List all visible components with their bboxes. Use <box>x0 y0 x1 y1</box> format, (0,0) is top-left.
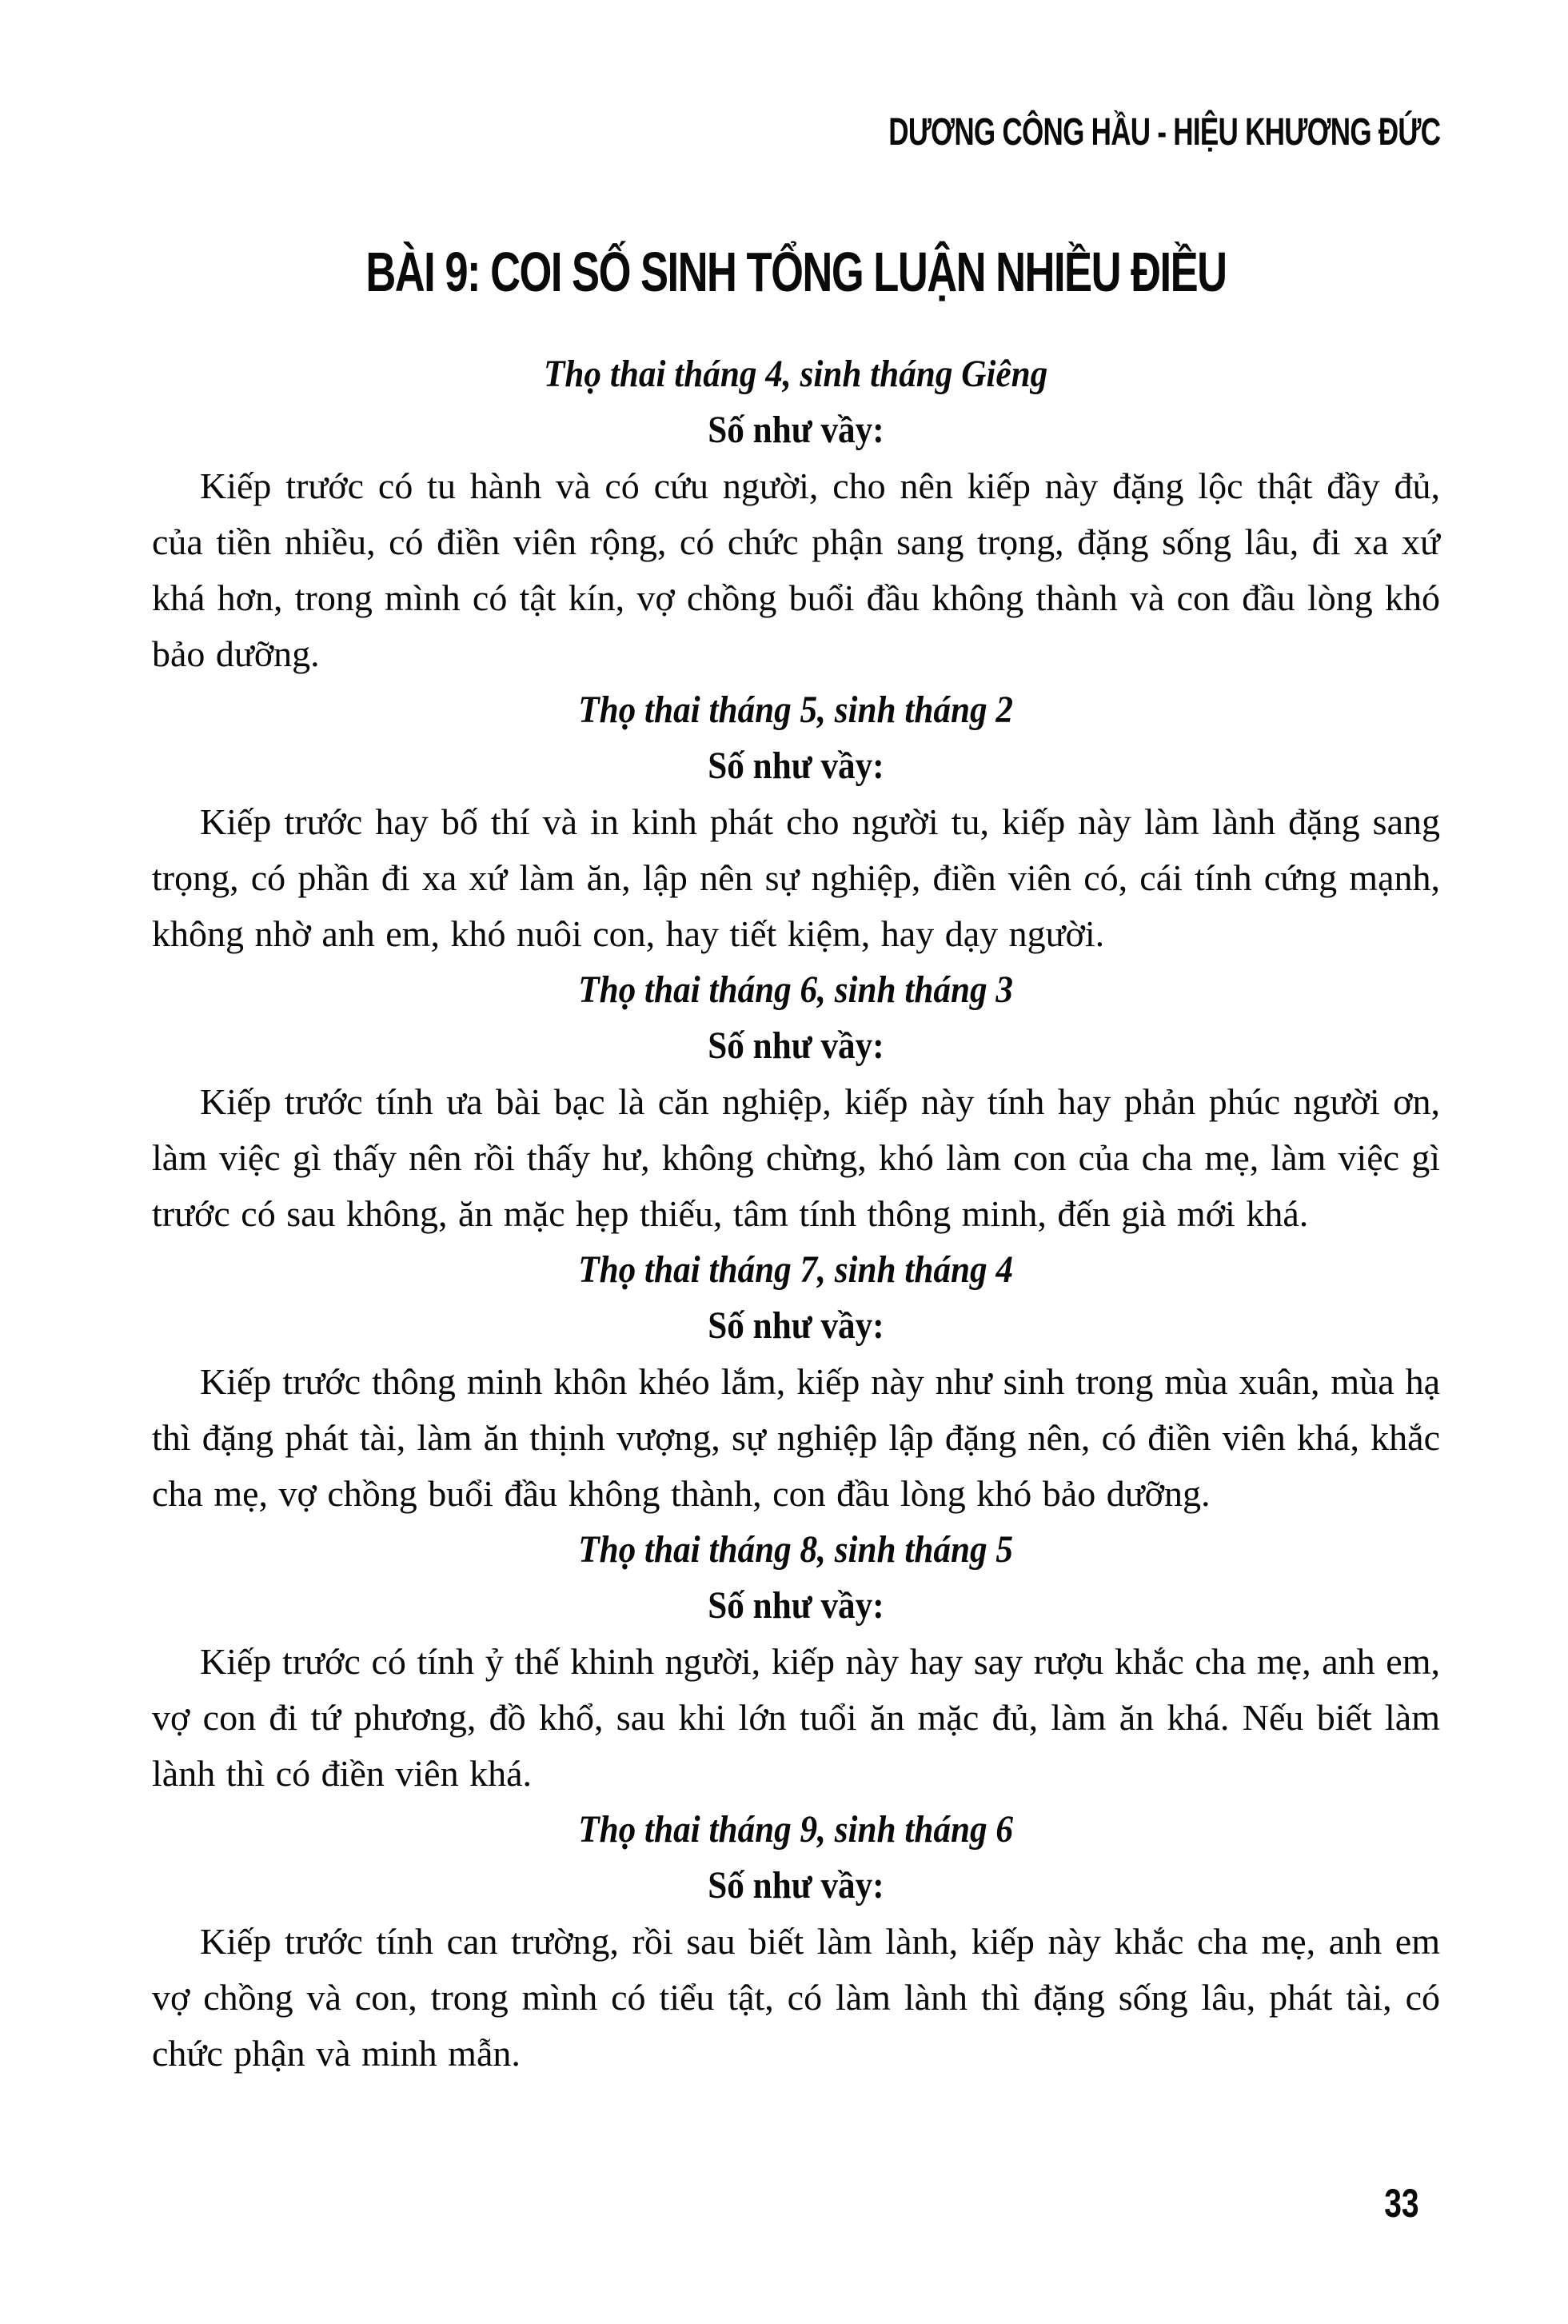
page-number: 33 <box>1384 2181 1419 2226</box>
section-heading <box>152 1242 1440 1298</box>
section-paragraph: Kiếp trước tính ưa bài bạc là căn nghiệp, kiếp này tính hay phản phúc người ơn, làm việc gì thấy nên rồi thấy hư, không chừng, khó làm con của cha mẹ, làm việc gì trước có sau không, ăn mặc hẹp thiếu, tâm tính thông minh, đến già mới khá. <box>152 1081 1440 1234</box>
page-title-text: BÀI 9: COI SỐ SINH TỔNG LUẬN NHIỀU ĐIỀU <box>365 241 1227 303</box>
section-heading-text: Thọ thai tháng 6, sinh tháng 3 <box>578 968 1014 1011</box>
section-subheading <box>152 402 1440 458</box>
section-month-4 <box>152 346 1440 682</box>
section-heading <box>152 1802 1440 1858</box>
section-paragraph: Kiếp trước có tính ỷ thế khinh người, kiếp này hay say rượu khắc cha mẹ, anh em, vợ con đi tứ phương, đồ khổ, sau khi lớn tuổi ăn mặc đủ, làm ăn khá. Nếu biết làm lành thì có điền viên khá. <box>152 1641 1440 1794</box>
section-subheading-text: Số như vầy: <box>708 409 884 451</box>
section-heading-text: Thọ thai tháng 9, sinh tháng 6 <box>578 1808 1014 1851</box>
page-content <box>152 346 1440 2082</box>
section-subheading <box>152 1018 1440 1074</box>
section-heading <box>152 346 1440 402</box>
section-subheading <box>152 738 1440 794</box>
section-heading <box>152 1522 1440 1578</box>
section-heading-text: Thọ thai tháng 8, sinh tháng 5 <box>578 1528 1014 1571</box>
section-subheading-text: Số như vầy: <box>708 1584 884 1627</box>
section-heading <box>152 962 1440 1018</box>
section-month-9 <box>152 1802 1440 2082</box>
section-subheading-text: Số như vầy: <box>708 1304 884 1347</box>
section-paragraph: Kiếp trước hay bố thí và in kinh phát cho người tu, kiếp này làm lành đặng sang trọng, có phần đi xa xứ làm ăn, lập nên sự nghiệp, điền viên có, cái tính cứng mạnh, không nhờ anh em, khó nuôi con, hay tiết kiệm, hay dạy người. <box>152 801 1440 954</box>
section-heading-text: Thọ thai tháng 5, sinh tháng 2 <box>578 689 1014 731</box>
running-header-text: DƯƠNG CÔNG HẦU - HIỆU KHƯƠNG ĐỨC <box>888 111 1440 154</box>
section-subheading-text: Số như vầy: <box>708 1864 884 1907</box>
section-paragraph: Kiếp trước có tu hành và có cứu người, cho nên kiếp này đặng lộc thật đầy đủ, của tiền nhiều, có điền viên rộng, có chức phận sang trọng, đặng sống lâu, đi xa xứ khá hơn, trong mình có tật kín, vợ chồng buổi đầu không thành và con đầu lòng khó bảo dưỡng. <box>152 465 1440 674</box>
running-header <box>152 110 1440 164</box>
section-month-7 <box>152 1242 1440 1522</box>
section-subheading-text: Số như vầy: <box>708 745 884 787</box>
section-month-6 <box>152 962 1440 1242</box>
page-title <box>152 241 1440 310</box>
section-subheading <box>152 1298 1440 1354</box>
section-paragraph: Kiếp trước tính can trường, rồi sau biết làm lành, kiếp này khắc cha mẹ, anh em vợ chồng và con, trong mình có tiểu tật, có làm lành thì đặng sống lâu, phát tài, có chức phận và minh mẫn. <box>152 1921 1440 2074</box>
section-heading <box>152 682 1440 738</box>
section-heading-text: Thọ thai tháng 7, sinh tháng 4 <box>578 1248 1014 1291</box>
section-subheading-text: Số như vầy: <box>708 1024 884 1067</box>
section-month-5 <box>152 682 1440 962</box>
section-heading-text: Thọ thai tháng 4, sinh tháng Giêng <box>544 353 1048 395</box>
section-paragraph: Kiếp trước thông minh khôn khéo lắm, kiếp này như sinh trong mùa xuân, mùa hạ thì đặng phát tài, làm ăn thịnh vượng, sự nghiệp lập đặng nên, có điền viên khá, khắc cha mẹ, vợ chồng buổi đầu không thành, con đầu lòng khó bảo dưỡng. <box>152 1361 1440 1514</box>
section-subheading <box>152 1578 1440 1634</box>
section-subheading <box>152 1858 1440 1914</box>
section-month-8 <box>152 1522 1440 1802</box>
